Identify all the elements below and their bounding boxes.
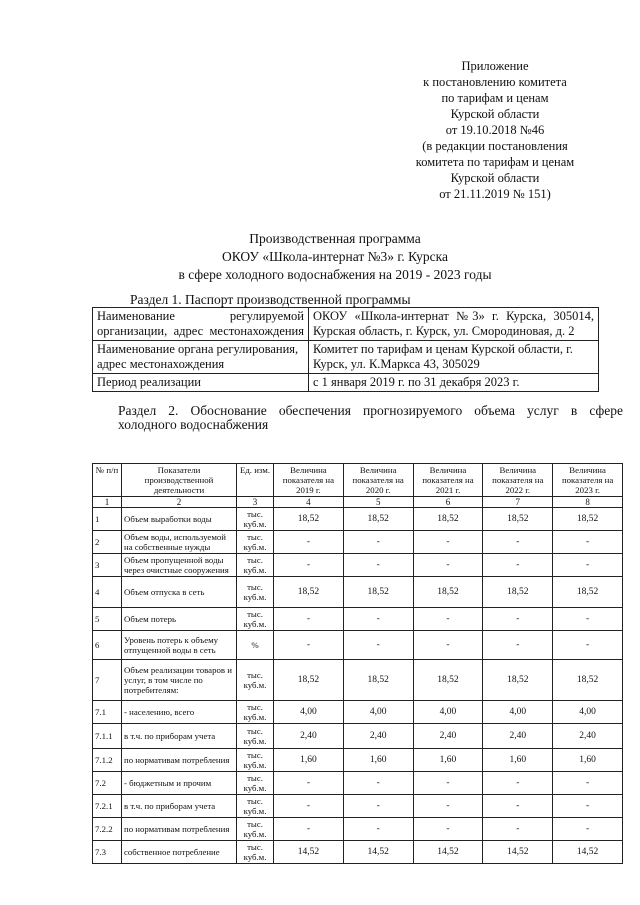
- passport-row: [93, 308, 599, 341]
- table-row: [93, 772, 623, 795]
- value-2019: -: [274, 795, 344, 818]
- value-2021: 14,52: [413, 841, 483, 864]
- value-2020: -: [343, 531, 413, 554]
- value-2022: -: [483, 631, 553, 660]
- row-indicator: собственное потребление: [122, 841, 237, 864]
- row-unit: тыс. куб.м.: [237, 724, 274, 749]
- passport-label: Период реализации: [93, 374, 309, 392]
- value-2022: -: [483, 531, 553, 554]
- value-2019: -: [274, 531, 344, 554]
- table-row: [93, 795, 623, 818]
- value-2022: -: [483, 554, 553, 577]
- value-2019: 14,52: [274, 841, 344, 864]
- row-unit: тыс. куб.м.: [237, 772, 274, 795]
- value-2020: 14,52: [343, 841, 413, 864]
- value-2021: 1,60: [413, 749, 483, 772]
- value-2021: 2,40: [413, 724, 483, 749]
- value-2022: 2,40: [483, 724, 553, 749]
- value-2019: -: [274, 554, 344, 577]
- production-table: [92, 463, 623, 864]
- document-title: [130, 230, 540, 284]
- column-number: 6: [413, 497, 483, 508]
- value-2022: 4,00: [483, 701, 553, 724]
- row-unit: %: [237, 631, 274, 660]
- row-unit: тыс. куб.м.: [237, 660, 274, 701]
- passport-label: Наименование регулируемой организации, адрес местонахождения: [93, 308, 309, 341]
- row-number: 5: [93, 608, 122, 631]
- row-unit: тыс. куб.м.: [237, 577, 274, 608]
- row-unit: тыс. куб.м.: [237, 818, 274, 841]
- value-2021: -: [413, 531, 483, 554]
- value-2021: 4,00: [413, 701, 483, 724]
- title-line-3: в сфере холодного водоснабжения на 2019 - 2023 годы: [178, 267, 492, 282]
- column-number: 2: [122, 497, 237, 508]
- header-2023: Величина показателя на 2023 г.: [553, 464, 623, 497]
- row-indicator: по нормативам потребления: [122, 818, 237, 841]
- row-unit: тыс. куб.м.: [237, 531, 274, 554]
- appendix-line: по тарифам и ценам: [441, 91, 549, 105]
- value-2020: -: [343, 795, 413, 818]
- value-2020: 18,52: [343, 508, 413, 531]
- row-indicator: Объем реализации товаров и услуг, в том числе по потребителям:: [122, 660, 237, 701]
- value-2019: 18,52: [274, 508, 344, 531]
- row-unit: тыс. куб.м.: [237, 508, 274, 531]
- value-2023: -: [553, 531, 623, 554]
- value-2023: -: [553, 818, 623, 841]
- appendix-line: Курской области: [450, 171, 540, 185]
- passport-row: [93, 374, 599, 392]
- appendix-line: к постановлению комитета: [423, 75, 567, 89]
- value-2023: -: [553, 554, 623, 577]
- row-number: 7.1.2: [93, 749, 122, 772]
- table-row: [93, 554, 623, 577]
- section2-heading-line-1: Раздел 2. Обоснование обеспечения прогнозируемого объема услуг в сфере: [118, 403, 623, 418]
- table-row: [93, 660, 623, 701]
- value-2023: -: [553, 795, 623, 818]
- row-indicator: Объем воды, используемой на собственные нужды: [122, 531, 237, 554]
- value-2020: -: [343, 772, 413, 795]
- value-2023: 1,60: [553, 749, 623, 772]
- value-2020: -: [343, 631, 413, 660]
- value-2021: -: [413, 608, 483, 631]
- value-2021: -: [413, 554, 483, 577]
- row-indicator: Объем выработки воды: [122, 508, 237, 531]
- row-indicator: по нормативам потребления: [122, 749, 237, 772]
- column-number: 1: [93, 497, 122, 508]
- row-number: 7: [93, 660, 122, 701]
- section2-heading: [118, 404, 623, 432]
- appendix-note: [400, 58, 590, 202]
- header-2021: Величина показателя на 2021 г.: [413, 464, 483, 497]
- row-unit: тыс. куб.м.: [237, 841, 274, 864]
- value-2023: -: [553, 608, 623, 631]
- row-unit: тыс. куб.м.: [237, 701, 274, 724]
- appendix-line: Курской области: [450, 107, 540, 121]
- value-2020: 2,40: [343, 724, 413, 749]
- value-2021: -: [413, 795, 483, 818]
- table-row: [93, 841, 623, 864]
- value-2020: -: [343, 608, 413, 631]
- row-unit: тыс. куб.м.: [237, 608, 274, 631]
- row-indicator: Объем потерь: [122, 608, 237, 631]
- value-2021: -: [413, 631, 483, 660]
- row-number: 7.3: [93, 841, 122, 864]
- row-indicator: Объем отпуска в сеть: [122, 577, 237, 608]
- row-unit: тыс. куб.м.: [237, 554, 274, 577]
- table-row: [93, 749, 623, 772]
- row-number: 3: [93, 554, 122, 577]
- header-num: № п/п: [93, 464, 122, 497]
- table-row: [93, 531, 623, 554]
- row-indicator: - населению, всего: [122, 701, 237, 724]
- appendix-line: комитета по тарифам и ценам: [415, 155, 575, 169]
- appendix-line: (в редакции постановления: [422, 139, 568, 153]
- row-number: 7.2.1: [93, 795, 122, 818]
- header-name: Показатели производственной деятельности: [122, 464, 237, 497]
- row-unit: тыс. куб.м.: [237, 795, 274, 818]
- value-2019: 18,52: [274, 660, 344, 701]
- row-number: 1: [93, 508, 122, 531]
- passport-label: Наименование органа регулирования, адрес местонахождения: [93, 341, 309, 374]
- row-number: 7.2.2: [93, 818, 122, 841]
- value-2019: 4,00: [274, 701, 344, 724]
- value-2020: -: [343, 818, 413, 841]
- value-2019: -: [274, 818, 344, 841]
- value-2023: 18,52: [553, 577, 623, 608]
- value-2020: 18,52: [343, 660, 413, 701]
- value-2022: 18,52: [483, 508, 553, 531]
- appendix-line: от 19.10.2018 №46: [445, 123, 545, 137]
- table-row: [93, 701, 623, 724]
- table-row: [93, 724, 623, 749]
- value-2021: 18,52: [413, 660, 483, 701]
- table-header-row: [93, 464, 623, 497]
- value-2023: 18,52: [553, 660, 623, 701]
- title-line-1: Производственная программа: [249, 231, 421, 246]
- row-indicator: Уровень потерь к объему отпущенной воды в сеть: [122, 631, 237, 660]
- value-2019: -: [274, 772, 344, 795]
- value-2019: 18,52: [274, 577, 344, 608]
- row-indicator: в т.ч. по приборам учета: [122, 795, 237, 818]
- value-2020: 1,60: [343, 749, 413, 772]
- value-2023: 2,40: [553, 724, 623, 749]
- row-number: 7.1: [93, 701, 122, 724]
- header-unit: Ед. изм.: [237, 464, 274, 497]
- column-number: 3: [237, 497, 274, 508]
- header-2022: Величина показателя на 2022 г.: [483, 464, 553, 497]
- value-2022: -: [483, 772, 553, 795]
- column-number: 5: [343, 497, 413, 508]
- table-row: [93, 508, 623, 531]
- row-number: 6: [93, 631, 122, 660]
- value-2022: 1,60: [483, 749, 553, 772]
- value-2022: -: [483, 795, 553, 818]
- value-2022: 18,52: [483, 577, 553, 608]
- section1-heading: Раздел 1. Паспорт производственной программы: [130, 292, 411, 307]
- row-number: 7.2: [93, 772, 122, 795]
- row-number: 4: [93, 577, 122, 608]
- column-number: 7: [483, 497, 553, 508]
- value-2019: -: [274, 608, 344, 631]
- value-2022: 18,52: [483, 660, 553, 701]
- value-2021: -: [413, 772, 483, 795]
- row-indicator: в т.ч. по приборам учета: [122, 724, 237, 749]
- row-unit: тыс. куб.м.: [237, 749, 274, 772]
- passport-table: [92, 307, 599, 392]
- value-2020: -: [343, 554, 413, 577]
- value-2021: -: [413, 818, 483, 841]
- table-row: [93, 608, 623, 631]
- value-2021: 18,52: [413, 508, 483, 531]
- value-2023: -: [553, 772, 623, 795]
- value-2022: -: [483, 818, 553, 841]
- value-2020: 18,52: [343, 577, 413, 608]
- header-2020: Величина показателя на 2020 г.: [343, 464, 413, 497]
- appendix-line: от 21.11.2019 № 151): [439, 187, 551, 201]
- appendix-line: Приложение: [461, 59, 529, 73]
- row-number: 7.1.1: [93, 724, 122, 749]
- row-number: 2: [93, 531, 122, 554]
- value-2023: 18,52: [553, 508, 623, 531]
- passport-value: с 1 января 2019 г. по 31 декабря 2023 г.: [309, 374, 599, 392]
- header-2019: Величина показателя на 2019 г.: [274, 464, 344, 497]
- column-number-row: [93, 497, 623, 508]
- value-2023: 14,52: [553, 841, 623, 864]
- value-2022: -: [483, 608, 553, 631]
- value-2022: 14,52: [483, 841, 553, 864]
- value-2019: 2,40: [274, 724, 344, 749]
- row-indicator: - бюджетным и прочим: [122, 772, 237, 795]
- passport-value: Комитет по тарифам и ценам Курской области, г. Курск, ул. К.Маркса 43, 305029: [309, 341, 599, 374]
- column-number: 4: [274, 497, 344, 508]
- section2-heading-line-2: холодного водоснабжения: [118, 417, 269, 432]
- value-2023: -: [553, 631, 623, 660]
- value-2019: 1,60: [274, 749, 344, 772]
- passport-row: [93, 341, 599, 374]
- passport-value: ОКОУ «Школа-интернат №3» г. Курска, 305014, Курская область, г. Курск, ул. Смородиновая, д. 2: [309, 308, 599, 341]
- table-row: [93, 818, 623, 841]
- row-indicator: Объем пропущенной воды через очистные сооружения: [122, 554, 237, 577]
- value-2020: 4,00: [343, 701, 413, 724]
- value-2021: 18,52: [413, 577, 483, 608]
- table-row: [93, 577, 623, 608]
- table-row: [93, 631, 623, 660]
- value-2019: -: [274, 631, 344, 660]
- title-line-2: ОКОУ «Школа-интернат №3» г. Курска: [222, 249, 448, 264]
- column-number: 8: [553, 497, 623, 508]
- value-2023: 4,00: [553, 701, 623, 724]
